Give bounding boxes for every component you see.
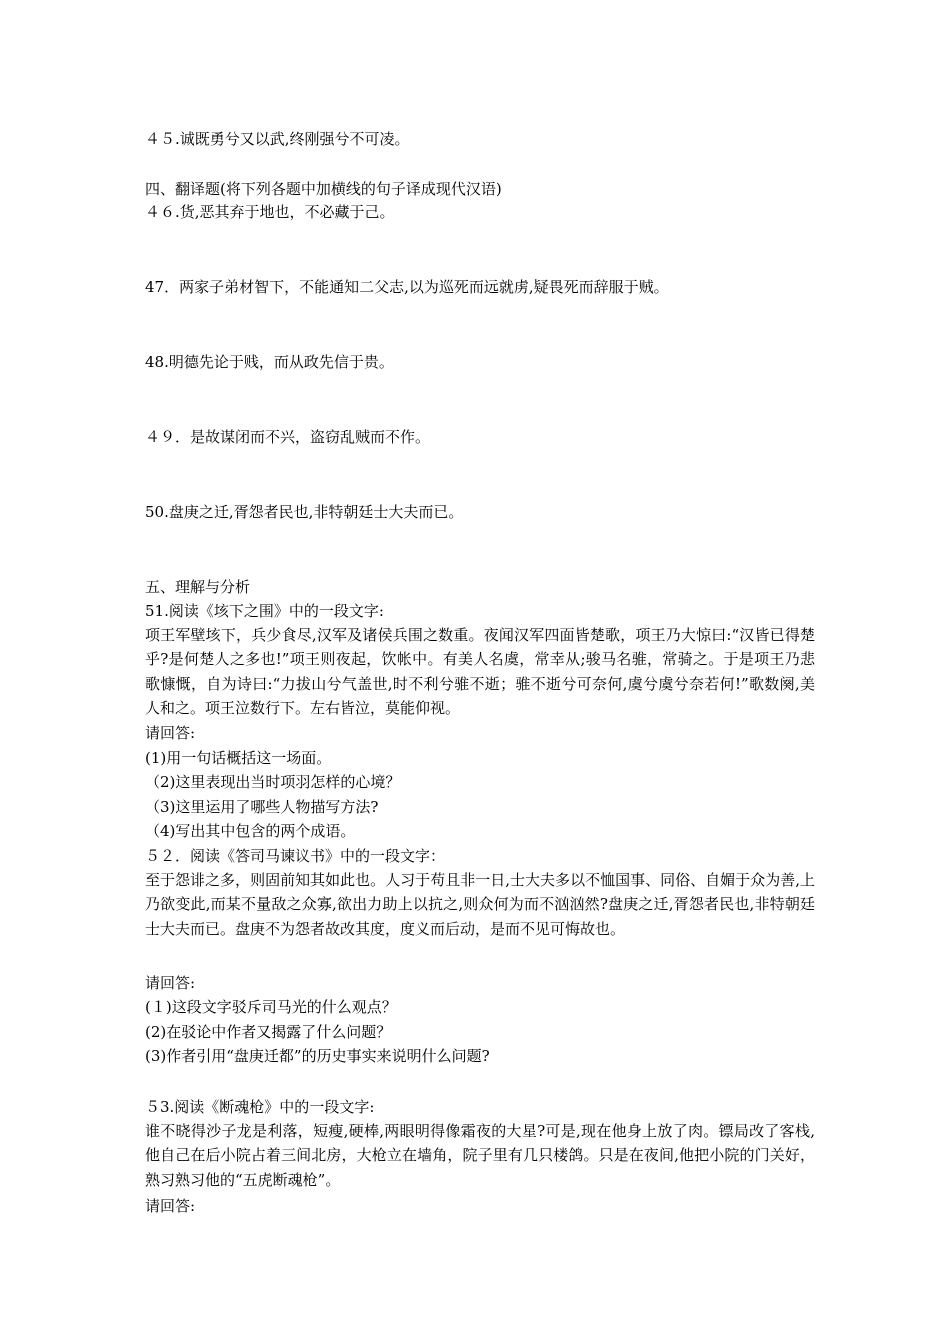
question-51-heading: 51.阅读《垓下之围》中的一段文字: bbox=[145, 602, 384, 620]
question-51-passage: 项王军壁垓下，兵少食尽,汉军及诸侯兵围之数重。夜闻汉军四面皆楚歌，项王乃大惊曰:“汉皆已得楚乎?是何楚人之多也!”项王则夜起，饮帐中。有美人名虞，常幸从;骏马名骓，常骑之。于是项王乃悲歌慷慨，自为诗曰:“力拔山兮气盖世,时不利兮骓不逝；骓不逝兮可奈何,虞兮虞兮奈若何!”歌数阕,美人和之。项王泣数行下。左右皆泣，莫能仰视。 bbox=[145, 626, 815, 718]
question-52-sub-1: (１)这段文字驳斥司马光的什么观点？ bbox=[145, 998, 397, 1016]
question-50: 50.盘庚之迁,胥怨者民也,非特朝廷士大夫而已。 bbox=[145, 503, 464, 521]
question-47: 47．两家子弟材智下，不能通知二父志,以为巡死而远就虏,疑畏死而辞服于贼。 bbox=[145, 278, 669, 296]
question-53-prompt: 请回答: bbox=[145, 1197, 196, 1215]
question-52-passage: 至于怨诽之多，则固前知其如此也。人习于苟且非一日,士大夫多以不恤国事、同俗、自媚于众为善,上乃欲变此,而某不量敌之众寡,欲出力助上以抗之,则众何为而不汹汹然?盘庚之迁,胥怨者民也,非特朝廷士大夫而已。盘庚不为怨者故改其度，度义而后动，是而不见可悔故也。 bbox=[145, 871, 815, 938]
question-51-prompt: 请回答: bbox=[145, 724, 196, 742]
question-45: ４５.诚既勇兮又以武,终刚强兮不可凌。 bbox=[145, 130, 410, 148]
question-51-sub-4: （4)写出其中包含的两个成语。 bbox=[145, 822, 356, 840]
question-49: ４９．是故谋闭而不兴，盗窃乱贼而不作。 bbox=[145, 428, 431, 446]
question-51-sub-1: (1)用一句话概括这一场面。 bbox=[145, 749, 332, 767]
question-48: 48.明德先论于贱，而从政先信于贵。 bbox=[145, 353, 394, 371]
section-5-title: 五、理解与分析 bbox=[145, 578, 251, 596]
section-4-title: 四、翻译题(将下列各题中加横线的句子译成现代汉语) bbox=[145, 180, 502, 198]
question-52-prompt: 请回答: bbox=[145, 974, 196, 992]
question-53-heading: ５3.阅读《断魂枪》中的一段文字: bbox=[145, 1098, 375, 1116]
question-51-sub-3: （3)这里运用了哪些人物描写方法? bbox=[145, 798, 379, 816]
question-53-passage: 谁不晓得沙子龙是利落，短瘦,硬棒,两眼明得像霜夜的大星?可是,现在他身上放了肉。镖局改了客栈,他自己在后小院占着三间北房，大枪立在墙角，院子里有几只楼鸽。只是在夜间,他把小院的门关好，熟习熟习他的“五虎断魂枪”。 bbox=[145, 1122, 815, 1189]
question-52-sub-2: (2)在驳论中作者又揭露了什么问题？ bbox=[145, 1023, 392, 1041]
question-51-sub-2: （2)这里表现出当时项羽怎样的心境？ bbox=[145, 773, 401, 791]
question-52-sub-3: (3)作者引用“盘庚迁都”的历史事实来说明什么问题? bbox=[145, 1047, 490, 1065]
question-52-heading: ５２．阅读《答司马谏议书》中的一段文字： bbox=[145, 847, 446, 865]
question-46: ４６.货,恶其弃于地也，不必藏于己。 bbox=[145, 203, 395, 221]
